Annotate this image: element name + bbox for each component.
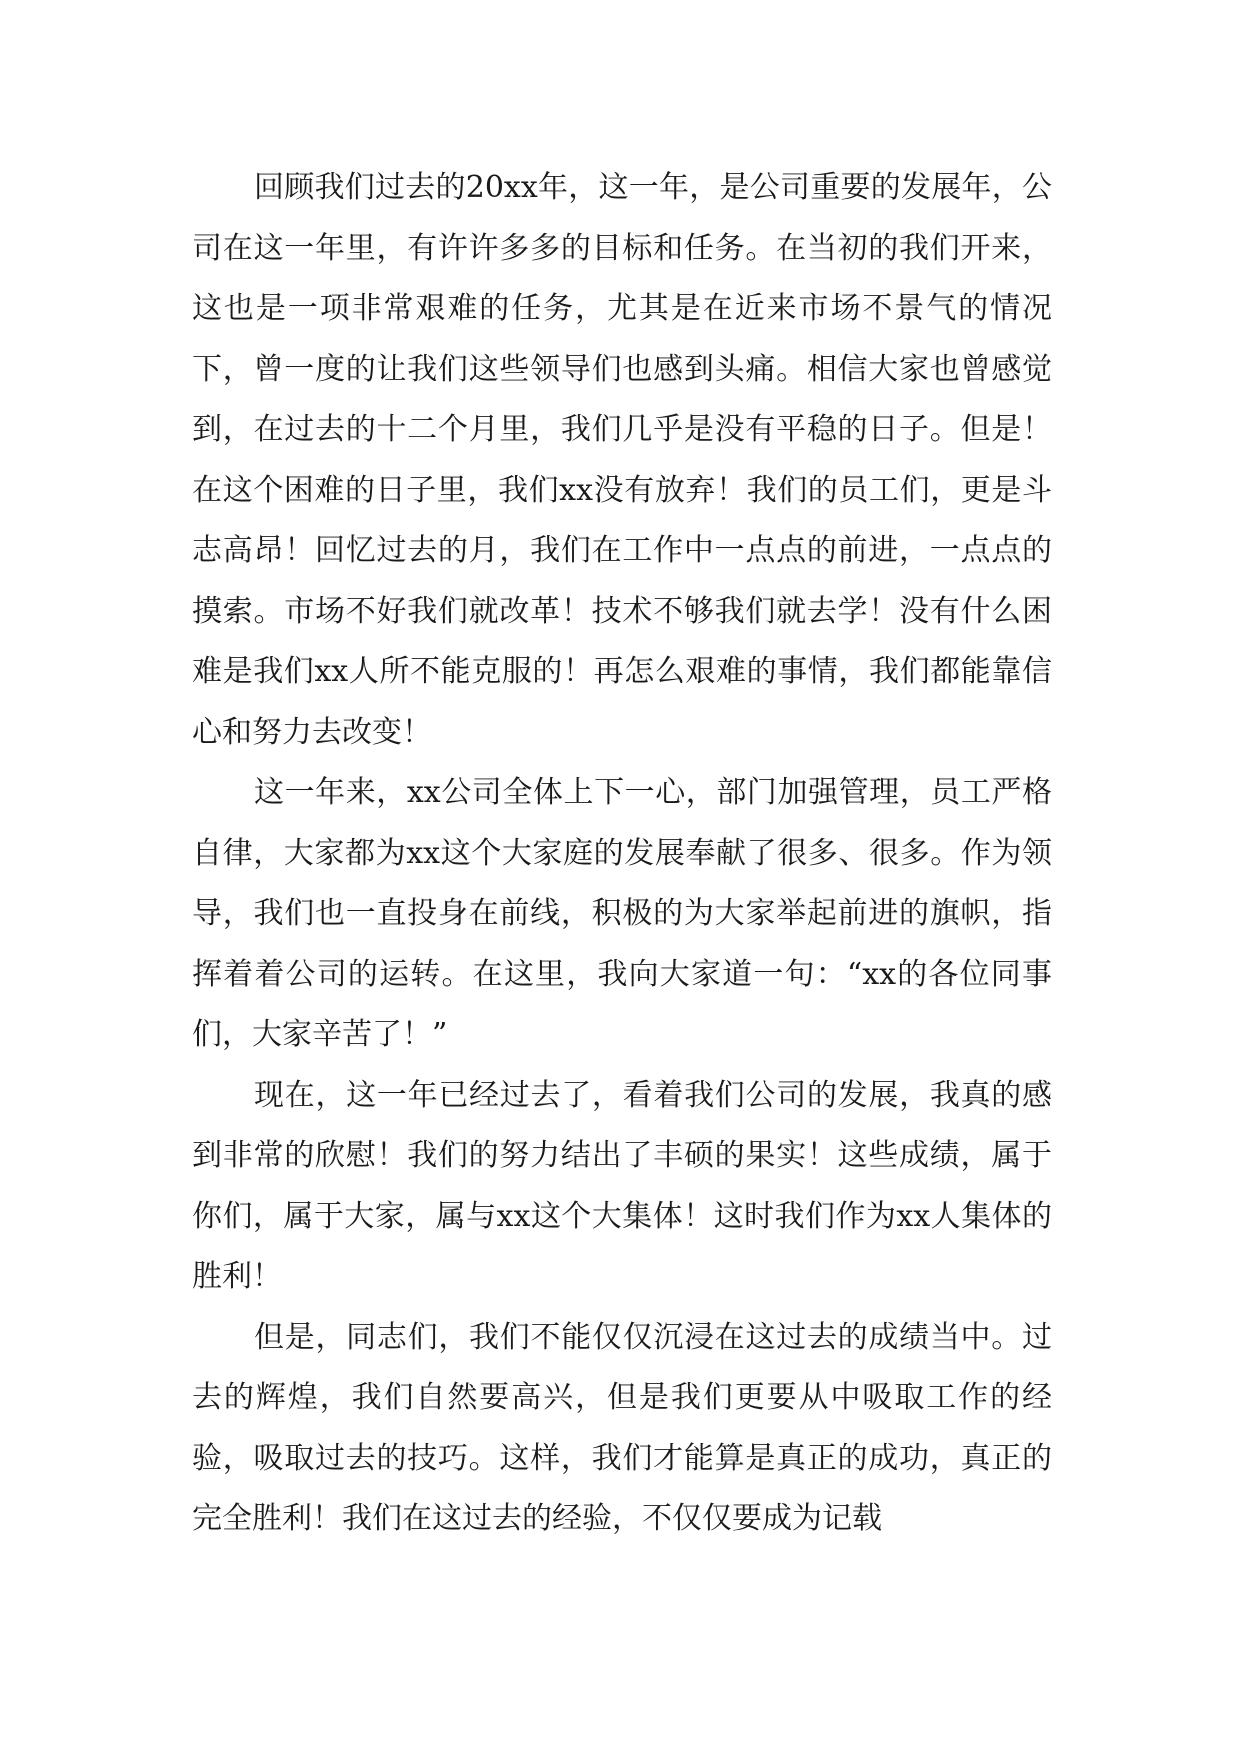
paragraph-1: 回顾我们过去的20xx年，这一年，是公司重要的发展年，公司在这一年里，有许许多多的目标和任务。在当初的我们开来，这也是一项非常艰难的任务，尤其是在近来市场不景气的情况下，曾一度的让我们这些领导们也感到头痛。相信大家也曾感觉到，在过去的十二个月里，我们几乎是没有平稳的日子。但是！在这个困难的日子里，我们xx没有放弃！我们的员工们，更是斗志高昂！回忆过去的月，我们在工作中一点点的前进，一点点的摸索。市场不好我们就改革！技术不够我们就去学！没有什么困难是我们xx人所不能克服的！再怎么艰难的事情，我们都能靠信心和努力去改变！ (192, 170, 1052, 750)
paragraph-2: 这一年来，xx公司全体上下一心，部门加强管理，员工严格自律，大家都为xx这个大家庭的发展奉献了很多、很多。作为领导，我们也一直投身在前线，积极的为大家举起前进的旗帜，指挥着着公司的运转。在这里，我向大家道一句：“xx的各位同事们，大家辛苦了！” (192, 775, 1052, 1052)
paragraph-3: 现在，这一年已经过去了，看着我们公司的发展，我真的感到非常的欣慰！我们的努力结出了丰硕的果实！这些成绩，属于你们，属于大家，属与xx这个大集体！这时我们作为xx人集体的胜利！ (192, 1077, 1052, 1294)
paragraph-4: 但是，同志们，我们不能仅仅沉浸在这过去的成绩当中。过去的辉煌，我们自然要高兴，但是我们更要从中吸取工作的经验，吸取过去的技巧。这样，我们才能算是真正的成功，真正的完全胜利！我们在这过去的经验，不仅仅要成为记载 (192, 1319, 1052, 1536)
document-body (192, 158, 1052, 1550)
